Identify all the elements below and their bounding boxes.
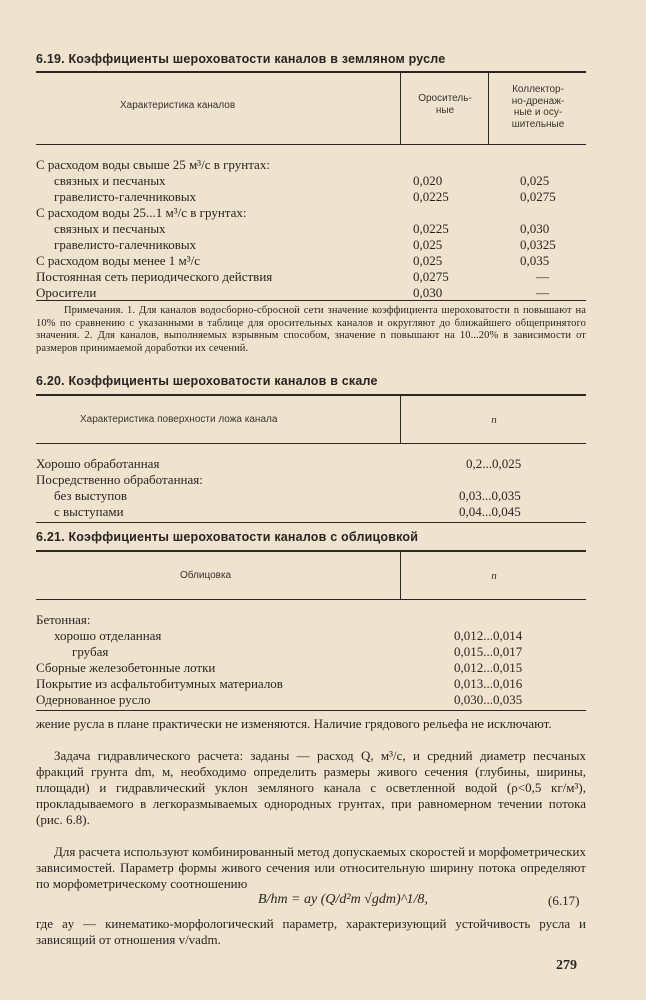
table-6-19-caption: 6.19. Коэффициенты шероховатости каналов в земляном русле	[36, 52, 446, 66]
table-row	[36, 269, 596, 285]
table-row	[36, 237, 596, 253]
paragraph-4: где ay — кинематико-морфологический параметр, характеризующий устойчивость русла и зависящий от отношения v/vadm.	[36, 916, 586, 947]
row-label: Покрытие из асфальтобитумных материалов	[36, 676, 283, 691]
collector-value: 0,025	[520, 173, 550, 188]
table-row	[36, 488, 596, 504]
table-row	[36, 456, 596, 472]
column-divider	[488, 72, 489, 144]
irrigation-value: 0,025	[413, 237, 443, 252]
row-label: гравелисто-галечниковых	[54, 189, 197, 204]
row-label: Оросители	[36, 285, 97, 300]
table-row	[36, 472, 596, 488]
irrigation-value: 0,0275	[413, 269, 449, 284]
row-label: Сборные железобетонные лотки	[36, 660, 216, 675]
column-header-lining: Облицовка	[180, 570, 232, 581]
table-bottom-rule	[36, 522, 586, 523]
table-row	[36, 173, 596, 189]
table-row	[36, 612, 596, 628]
table-row	[36, 660, 596, 676]
row-label: грубая	[72, 644, 109, 659]
table-row	[36, 504, 596, 520]
row-label: связных и песчаных	[54, 173, 166, 188]
row-label: Посредственно обработанная:	[36, 472, 203, 487]
column-header-n: n	[491, 570, 497, 582]
row-label: гравелисто-галечниковых	[54, 237, 197, 252]
table-row	[36, 285, 596, 301]
column-divider	[400, 551, 401, 599]
row-label: Одернованное русло	[36, 692, 151, 707]
table-6-19-note: Примечания. 1. Для каналов водосборно-сбросной сети значение коэффициента шероховатости n повышают на 10% по сравнению с указанными в таблице для оросительных каналов и округляют до ближайшего общепринятого значения. 2. Для каналов, выполняемых взрывным способом, значение n повышают на 10...20% в зависимости от размеров принимаемой доработки их сечений.	[36, 305, 586, 354]
collector-value: 0,0275	[520, 189, 556, 204]
table-6-20-body	[36, 456, 596, 520]
table-6-20-caption: 6.20. Коэффициенты шероховатости каналов в скале	[36, 374, 378, 388]
n-value: 0,03...0,035	[459, 488, 521, 503]
table-row	[36, 253, 596, 269]
table-top-rule	[36, 71, 586, 73]
irrigation-value: 0,030	[413, 285, 443, 300]
row-label: связных и песчаных	[54, 221, 166, 236]
table-row	[36, 157, 596, 173]
row-label: без выступов	[54, 488, 128, 503]
column-header-collector: Коллектор- но-дренаж- ные и осу- шительные	[511, 84, 565, 130]
paragraph-2: Задача гидравлического расчета: заданы — расход Q, м³/с, и средний диаметр песчаных фракций грунта dm, м, необходимо определить размеры живого сечения (глубины, ширины, площади) и гидравлический уклон земляного канала с осветленной водой (ρ<0,5 кг/м³), прокладываемого в легкоразмываемых однородных грунтах, при равномерном течении потока (рис. 6.8).	[36, 748, 586, 827]
n-value: 0,030...0,035	[454, 692, 523, 707]
header-bottom-rule	[36, 599, 586, 600]
irrigation-value: 0,020	[413, 173, 443, 188]
collector-value: 0,030	[520, 221, 550, 236]
n-value: 0,015...0,017	[454, 644, 523, 659]
table-row	[36, 221, 596, 237]
row-label: Хорошо обработанная	[36, 456, 160, 471]
row-label: с выступами	[54, 504, 124, 519]
column-header-irrigation: Ороситель- ные	[418, 93, 472, 116]
n-value: 0,2...0,025	[466, 456, 522, 471]
n-value: 0,012...0,015	[454, 660, 523, 675]
table-6-21-body	[36, 612, 596, 708]
table-row	[36, 644, 596, 660]
table-top-rule	[36, 550, 586, 552]
table-row	[36, 205, 596, 221]
table-bottom-rule	[36, 710, 586, 711]
irrigation-value: 0,025	[413, 253, 443, 268]
column-header-surface: Характеристика поверхности ложа канала	[80, 414, 278, 425]
row-label: Бетонная:	[36, 612, 91, 627]
collector-value: —	[536, 285, 549, 300]
table-6-21-caption: 6.21. Коэффициенты шероховатости каналов с облицовкой	[36, 530, 419, 544]
header-bottom-rule	[36, 443, 586, 444]
column-header-characteristic: Характеристика каналов	[120, 100, 236, 111]
irrigation-value: 0,0225	[413, 221, 449, 236]
column-divider	[400, 395, 401, 443]
paragraph-1: жение русла в плане практически не изменяются. Наличие грядового рельефа не исключают.	[36, 716, 552, 731]
row-label: С расходом воды свыше 25 м³/с в грунтах:	[36, 157, 270, 172]
page-number: 279	[556, 958, 577, 973]
collector-value: 0,0325	[520, 237, 556, 252]
row-label: С расходом воды 25...1 м³/с в грунтах:	[36, 205, 247, 220]
table-row	[36, 692, 596, 708]
row-label: хорошо отделанная	[54, 628, 162, 643]
header-bottom-rule	[36, 144, 586, 145]
table-row	[36, 628, 596, 644]
paragraph-3: Для расчета используют комбинированный метод допускаемых скоростей и морфометрических зависимостей. Параметр формы живого сечения или относительную ширину потока определяют по морфометрическому соотношению	[36, 844, 586, 891]
column-header-n: n	[491, 414, 497, 426]
table-row	[36, 676, 596, 692]
collector-value: 0,035	[520, 253, 550, 268]
row-label: С расходом воды менее 1 м³/с	[36, 253, 201, 268]
n-value: 0,04...0,045	[459, 504, 521, 519]
column-divider	[400, 72, 401, 144]
collector-value: —	[536, 269, 549, 284]
n-value: 0,012...0,014	[454, 628, 523, 643]
formula-number: (6.17)	[548, 893, 580, 908]
table-bottom-rule	[36, 300, 586, 301]
table-top-rule	[36, 394, 586, 396]
table-6-19-body	[36, 157, 596, 301]
table-row	[36, 189, 596, 205]
irrigation-value: 0,0225	[413, 189, 449, 204]
row-label: Постоянная сеть периодического действия	[36, 269, 273, 284]
n-value: 0,013...0,016	[454, 676, 523, 691]
formula-6-17: B/hm = ay (Q/d²m √gdm)^1/8,	[258, 892, 428, 907]
